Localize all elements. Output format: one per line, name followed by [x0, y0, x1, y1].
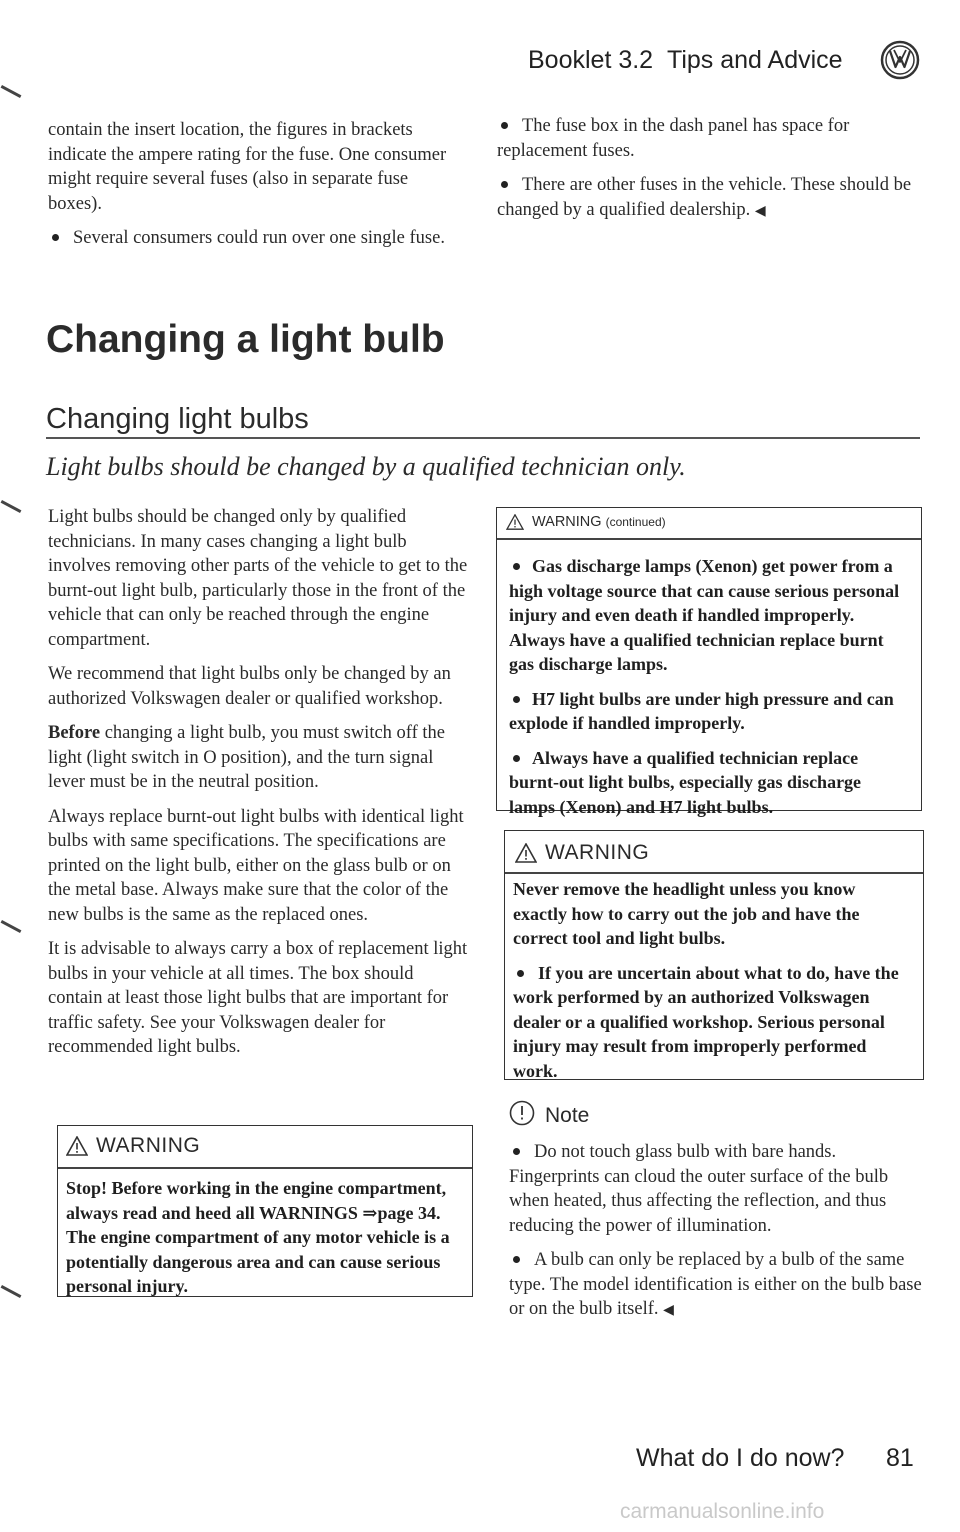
continued-label: (continued): [605, 515, 666, 529]
bullet-text: H7 light bulbs are under high pressure and can explode if handled improperly.: [509, 688, 894, 733]
left-top-block: [48, 118, 466, 261]
warning-triangle-icon: [66, 1136, 88, 1156]
bullet-icon: [513, 755, 520, 762]
binding-mark: [1, 920, 22, 933]
warning-body: Stop! Before working in the engine compartment, always read and heed all WARNINGS ⇒page 34. The engine compartment of any motor vehicle is a potentially dangerous area and can cause serious personal injury.: [66, 1178, 450, 1296]
list-item: [48, 226, 466, 251]
right-top-block: [497, 114, 915, 234]
warning-continued-box: [496, 507, 922, 817]
binding-mark: [1, 1285, 22, 1298]
bold-lead: Before: [48, 723, 101, 743]
binding-mark: [1, 500, 22, 513]
note-icon: [509, 1100, 535, 1131]
warning-divider: [505, 872, 923, 874]
warning-header: [506, 514, 666, 530]
note-header: [509, 1100, 589, 1131]
warning-divider: [58, 1167, 472, 1169]
paragraph: [48, 721, 468, 795]
note-body: [509, 1140, 923, 1334]
bullet-icon: [513, 563, 520, 570]
lead-sentence: Light bulbs should be changed by a qualified technician only.: [46, 452, 686, 481]
bullet-text: Do not touch glass bulb with bare hands. Fingerprints can cloud the outer surface of the bulb when heated, thus affecting the reflection, and thus reducing the power of illumination.: [509, 1142, 889, 1236]
warning-box: [57, 1125, 473, 1297]
list-item: [497, 173, 915, 224]
bullet-icon: [513, 1148, 520, 1155]
heading-rule: [46, 437, 920, 439]
note-title: Note: [545, 1103, 590, 1127]
list-item: [497, 114, 915, 163]
booklet-label: Booklet 3.2: [528, 46, 654, 74]
paragraph: It is advisable to always carry a box of replacement light bulbs in your vehicle at all times. The box should contain at least those light bulbs that are important for traffic safety. See your Volkswagen dealer for recommended light bulbs.: [48, 939, 468, 1057]
bullet-text: There are other fuses in the vehicle. These should be changed by a qualified dealership.: [497, 175, 912, 220]
bullet-text: Several consumers could run over one single fuse.: [73, 228, 445, 248]
paragraph: Always replace burnt-out light bulbs with identical light bulbs with same specifications. The specifications are printed on the light bulb, either on the glass bulb or on the metal base. Always make sure that the color of the new bulbs is the same as the replaced ones.: [48, 806, 464, 925]
bullet-icon: [501, 181, 508, 188]
list-item: [513, 961, 913, 1084]
running-header: [528, 46, 843, 75]
list-item: [509, 1248, 923, 1324]
warning-body: [513, 877, 913, 1093]
warning-title: WARNING: [545, 841, 650, 864]
bullet-icon: [513, 1256, 520, 1263]
sub-heading: Changing light bulbs: [46, 403, 309, 435]
main-heading: Changing a light bulb: [46, 318, 445, 361]
watermark: carmanualsonline.info: [620, 1500, 825, 1523]
bullet-icon: [52, 234, 59, 241]
bullet-text: Always have a qualified technician replace burnt-out light bulbs, especially gas discharge lamps (Xenon) and H7 light bulbs.: [509, 747, 862, 817]
bullet-icon: [513, 696, 520, 703]
end-marker-icon: ◀: [754, 203, 766, 219]
bullet-icon: [501, 122, 508, 129]
warning-triangle-icon: [506, 514, 524, 530]
bullet-text: The fuse box in the dash panel has space for replacement fuses.: [497, 116, 850, 161]
bullet-text: Gas discharge lamps (Xenon) get power from a high voltage source that can cause serious personal injury and even death if handled improperly. Always have a qualified technician replace burnt gas discharge lamps.: [509, 556, 900, 674]
binding-mark: [1, 85, 22, 98]
paragraph: Light bulbs should be changed only by qualified technicians. In many cases changing a light bulb involves removing other parts of the vehicle to get to the burnt-out light bulb, particularly those in the front of the vehicle that can only be reached through the engine compartment.: [48, 507, 468, 650]
bullet-text: If you are uncertain about what to do, have the work performed by an authorized Volkswagen dealer or a qualified workshop. Serious personal injury may result from improperly performed work.: [513, 962, 899, 1081]
bullet-icon: [517, 970, 524, 977]
paragraph: We recommend that light bulbs only be changed by an authorized Volkswagen dealer or qualified workshop.: [48, 664, 451, 709]
warning-title-text: WARNING: [532, 514, 602, 530]
list-item: [509, 554, 909, 677]
end-marker-icon: ◀: [663, 1303, 674, 1318]
fuse-paragraph: contain the insert location, the figures in brackets indicate the ampere rating for the fuse. One consumer might require several fuses (also in separate fuse boxes).: [48, 120, 447, 214]
warning-header: [66, 1134, 200, 1158]
footer-chapter: What do I do now?: [636, 1444, 845, 1472]
warning-body: [509, 554, 909, 829]
vw-logo-icon: [880, 40, 920, 80]
warning-triangle-icon: [515, 843, 537, 863]
page-number: 81: [886, 1444, 914, 1472]
left-column: [48, 505, 468, 1070]
warning-intro: Never remove the headlight unless you know exactly how to carry out the job and have the correct tool and light bulbs.: [513, 879, 860, 948]
warning-title: [532, 514, 666, 530]
paragraph-rest: changing a light bulb, you must switch off the light (light switch in O position), and the turn signal lever must be in the neutral position.: [48, 723, 446, 792]
warning-title: WARNING: [96, 1134, 201, 1157]
list-item: [509, 746, 909, 820]
warning-header: [515, 841, 649, 865]
bullet-text: A bulb can only be replaced by a bulb of the same type. The model identification is either on the bulb base or on the bulb itself.: [509, 1250, 922, 1319]
list-item: [509, 687, 909, 736]
section-label: Tips and Advice: [667, 46, 843, 74]
warning-divider: [497, 538, 921, 540]
list-item: [509, 1140, 923, 1238]
warning-box: [504, 830, 924, 1080]
